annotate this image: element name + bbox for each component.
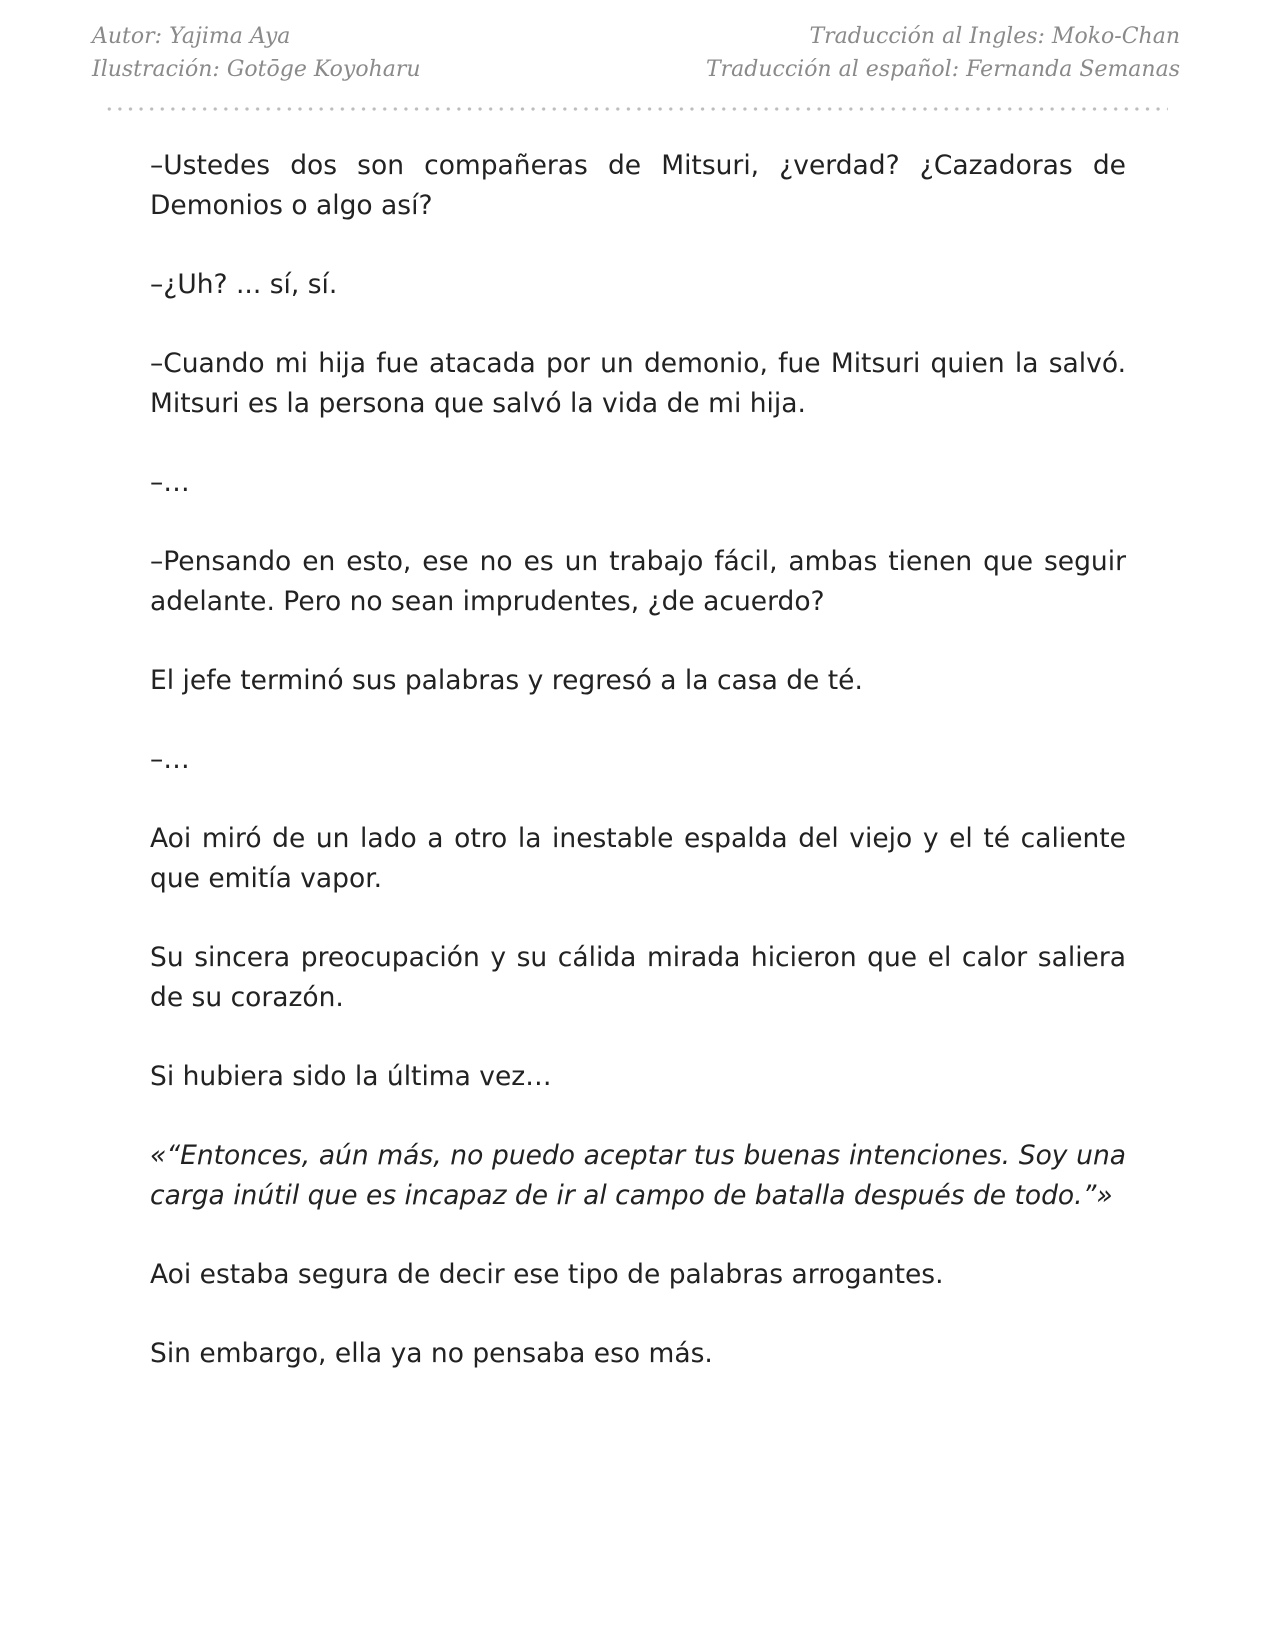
author-credit: Autor: Yajima Aya	[92, 24, 291, 49]
paragraph: Sin embargo, ella ya no pensaba eso más.	[150, 1338, 713, 1369]
paragraph: –Ustedes dos son compañeras de Mitsuri, ¿verdad? ¿Cazadoras de Demonios o algo así?	[150, 150, 1126, 221]
quoted-thought-paragraph: «“Entonces, aún más, no puedo aceptar tus buenas intenciones. Soy una carga inútil que es incapaz de ir al campo de batalla después de todo.”»	[150, 1140, 1126, 1211]
page-header	[92, 20, 1180, 86]
paragraph: Su sincera preocupación y su cálida mirada hicieron que el calor saliera de su corazón.	[150, 942, 1126, 1013]
paragraph: –…	[150, 467, 190, 498]
paragraph: Aoi estaba segura de decir ese tipo de palabras arrogantes.	[150, 1259, 944, 1290]
paragraph: –Pensando en esto, ese no es un trabajo fácil, ambas tienen que seguir adelante. Pero no sean imprudentes, ¿de acuerdo?	[150, 546, 1126, 617]
paragraph: –…	[150, 744, 190, 775]
english-translation-credit: Traducción al Ingles: Moko-Chan	[809, 24, 1180, 49]
dotted-divider	[104, 107, 1168, 111]
spanish-translation-credit: Traducción al español: Fernanda Semanas	[705, 57, 1180, 82]
header-row-top	[92, 20, 1180, 53]
illustration-credit: Ilustración: Gotōge Koyoharu	[92, 57, 421, 82]
paragraph: El jefe terminó sus palabras y regresó a la casa de té.	[150, 665, 863, 696]
paragraph: Si hubiera sido la última vez…	[150, 1061, 552, 1092]
paragraph: Aoi miró de un lado a otro la inestable espalda del viejo y el té caliente que emitía vapor.	[150, 823, 1126, 894]
header-row-bottom	[92, 53, 1180, 86]
paragraph: –Cuando mi hija fue atacada por un demonio, fue Mitsuri quien la salvó. Mitsuri es la persona que salvó la vida de mi hija.	[150, 348, 1126, 419]
paragraph: –¿Uh? ... sí, sí.	[150, 269, 338, 300]
page-body	[150, 146, 1126, 1413]
